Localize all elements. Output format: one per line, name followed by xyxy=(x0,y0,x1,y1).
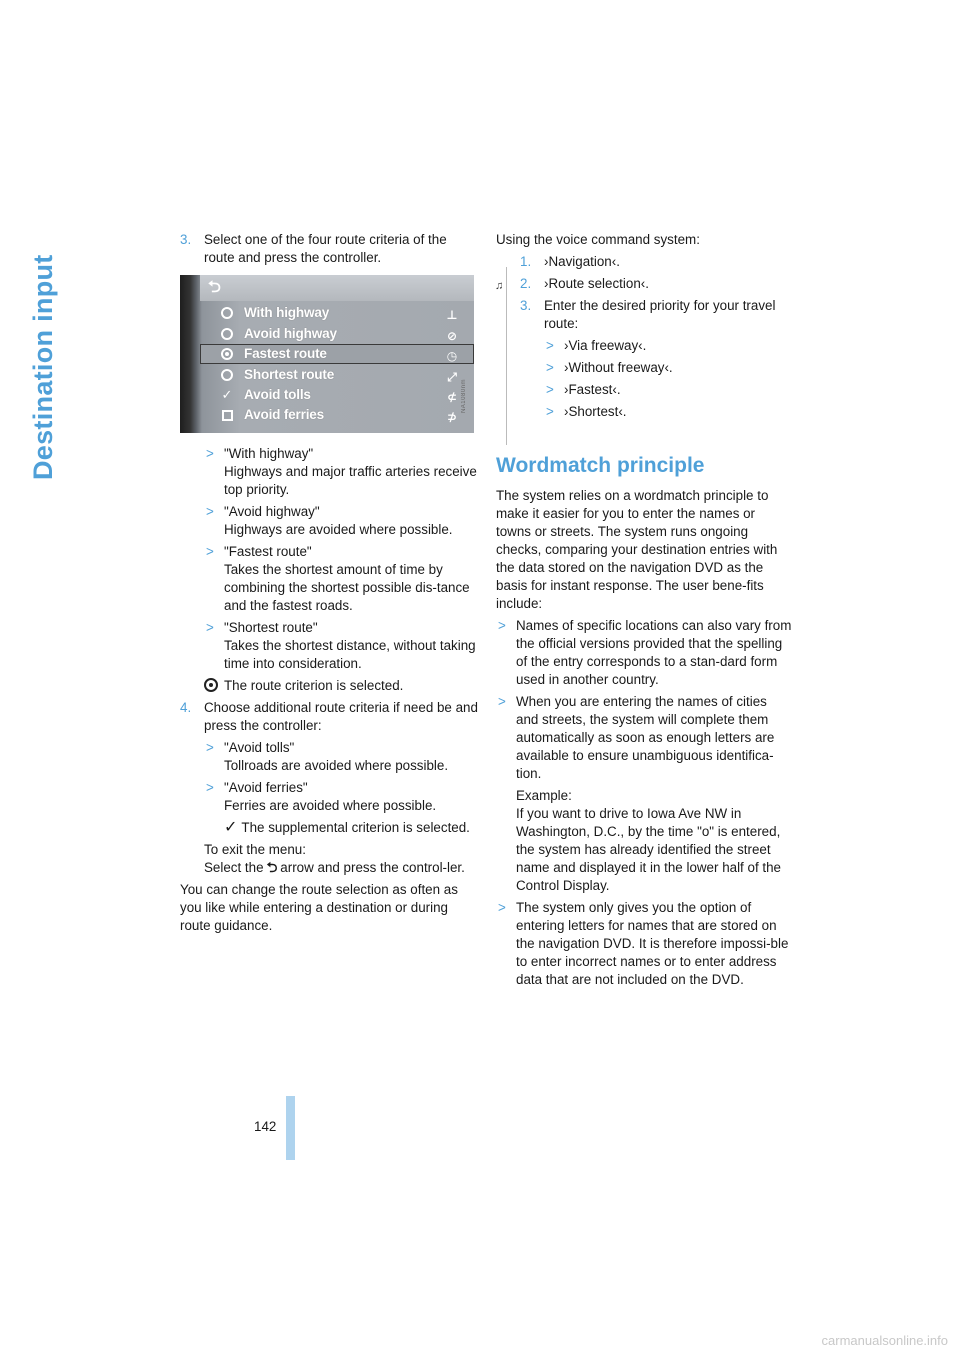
page-number: 142 xyxy=(254,1119,277,1134)
bullet-marker: > xyxy=(206,620,214,635)
item-desc: Ferries are avoided where possible. xyxy=(224,798,437,813)
right-column xyxy=(496,231,792,993)
list-item xyxy=(204,543,478,615)
intro-paragraph: The system relies on a wordmatch principle to make it easier for you to enter the names or towns or streets. The system runs ongoing checks, comparing your destination entries with the data stored on the navigation DVD as the basis for instant response. The user bene-fits include: xyxy=(496,488,778,611)
list-item xyxy=(204,503,478,539)
checkbox-icon xyxy=(222,410,233,421)
radio-icon xyxy=(221,369,233,381)
item-desc: Tollroads are avoided where possible. xyxy=(224,758,449,773)
radio-selected-icon xyxy=(204,678,218,692)
menu-item-avoid-ferries[interactable] xyxy=(200,405,474,425)
voice-options xyxy=(520,337,792,421)
bullet-marker: > xyxy=(206,544,214,559)
section-heading: Wordmatch principle xyxy=(496,454,705,477)
voice-divider xyxy=(506,267,507,445)
bullet-marker: > xyxy=(206,780,214,795)
exit-line: To exit the menu: xyxy=(204,842,306,857)
menu-item-with-highway[interactable] xyxy=(200,303,474,323)
footer-watermark: carmanualsonline.info xyxy=(821,1333,948,1348)
menu-item-avoid-tolls[interactable] xyxy=(200,385,474,405)
step-number: 3. xyxy=(180,232,192,247)
list-item: > When you are entering the names of cities and streets, the system will complete them automatically as soon as enough letters are available to ensure unambiguous identifica-tion. Example: If you want to drive to Iowa Ave NW in Washington, D.C., by the time "o" is entered, the system has already identified the street name and displayed it in the lower half of the Control Display. xyxy=(496,693,792,895)
step-3 xyxy=(180,231,478,267)
voice-step-1: 1. ›Navigation‹. xyxy=(520,254,620,269)
list-item xyxy=(204,445,478,499)
list-item xyxy=(204,739,478,775)
item-title: "Fastest route" xyxy=(224,544,312,559)
additional-criteria-list xyxy=(180,739,478,877)
step-4 xyxy=(180,699,478,735)
example-text: If you want to drive to Iowa Ave NW in Washington, D.C., by the time "o" is entered, the system has already identified the street name and displayed it in the lower half of the Control Display. xyxy=(516,806,782,893)
list-item: > ›Without freeway‹. xyxy=(546,360,673,375)
menu-item-label: Avoid ferries xyxy=(244,407,324,422)
voice-intro: Using the voice command system: xyxy=(496,232,700,247)
menu-item-avoid-highway[interactable] xyxy=(200,324,474,344)
no-toll-icon: ⊄ xyxy=(446,390,458,404)
radio-icon xyxy=(221,307,233,319)
menu-item-label: With highway xyxy=(244,305,330,320)
list-item: > Names of specific locations can also vary from the official versions provided that the spelling of the entry corresponds to a stan-dard form used in another country. xyxy=(498,618,792,687)
step-text: Choose additional route criteria if need be and press the controller: xyxy=(204,700,478,733)
supplemental-note: ✓ The supplemental criterion is selected. xyxy=(224,819,470,836)
voice-command-icon: ♫ xyxy=(495,280,504,292)
item-title: "Avoid ferries" xyxy=(224,780,308,795)
voice-step-2: 2. ›Route selection‹. xyxy=(520,276,649,291)
no-highway-icon: ⊘ xyxy=(446,329,458,343)
bullet-marker: > xyxy=(206,504,214,519)
step-text: Select one of the four route criteria of the route and press the controller. xyxy=(204,232,447,265)
left-column xyxy=(180,231,478,935)
item-title: "Avoid highway" xyxy=(224,504,320,519)
menu-header xyxy=(200,275,474,301)
selected-note: The route criterion is selected. xyxy=(204,677,478,695)
no-ferry-icon: ⊅ xyxy=(446,410,458,424)
voice-step-3: 3. Enter the desired priority for your travel route: xyxy=(520,298,776,331)
item-title: "Shortest route" xyxy=(224,620,318,635)
page-marker-bar xyxy=(286,1096,295,1160)
item-title: "Avoid tolls" xyxy=(224,740,295,755)
item-title: "With highway" xyxy=(224,446,314,461)
radio-selected-icon xyxy=(221,348,233,360)
image-code: NA1080nm xyxy=(461,379,467,414)
list-item: > ›Fastest‹. xyxy=(546,382,621,397)
menu-item-fastest-route[interactable] xyxy=(200,344,474,364)
menu-item-label: Avoid highway xyxy=(244,326,337,341)
checkmark-icon: ✓ xyxy=(221,387,233,402)
menu-item-label: Fastest route xyxy=(244,346,327,361)
list-item: > ›Shortest‹. xyxy=(546,404,627,419)
item-desc: Takes the shortest distance, without taking time into consideration. xyxy=(224,638,476,671)
list-item: > ›Via freeway‹. xyxy=(546,338,647,353)
bullet-marker: > xyxy=(206,446,214,461)
list-item: > The system only gives you the option of entering letters for names that are stored on the navigation DVD. It is therefore impossi-ble to enter incorrect names or to enter address data that are not included on the DVD. xyxy=(498,900,789,987)
voice-command-block xyxy=(496,253,792,421)
menu-item-shortest-route[interactable] xyxy=(200,365,474,385)
item-desc: Highways and major traffic arteries receive top priority. xyxy=(224,464,477,497)
highway-icon: ⊥ xyxy=(446,308,458,322)
menu-item-label: Shortest route xyxy=(244,367,335,382)
shortest-icon: ⤢ xyxy=(447,370,457,384)
criteria-list xyxy=(180,445,478,695)
route-change-paragraph: You can change the route selection as often as you like while entering a destination or during route guidance. xyxy=(180,882,458,933)
radio-icon xyxy=(221,328,233,340)
back-arrow-icon[interactable]: ⮌ xyxy=(208,279,221,296)
list-item xyxy=(204,779,478,815)
item-desc: Highways are avoided where possible. xyxy=(224,522,453,537)
step-number: 4. xyxy=(180,700,192,715)
section-title: Destination input xyxy=(28,254,58,480)
checkmark-icon: ✓ xyxy=(224,819,238,836)
back-arrow-icon: ⮌ xyxy=(266,860,278,875)
stopwatch-icon: ◷ xyxy=(446,349,458,363)
menu-item-label: Avoid tolls xyxy=(244,387,311,402)
example-label: Example: xyxy=(516,788,572,803)
route-criteria-screen xyxy=(180,275,474,433)
bullet-marker: > xyxy=(206,740,214,755)
list-item xyxy=(204,619,478,673)
item-desc: Takes the shortest amount of time by combining the shortest possible dis-tance and the fastest roads. xyxy=(224,562,470,613)
exit-instruction: Select the ⮌ arrow and press the control-ler. xyxy=(204,860,465,875)
